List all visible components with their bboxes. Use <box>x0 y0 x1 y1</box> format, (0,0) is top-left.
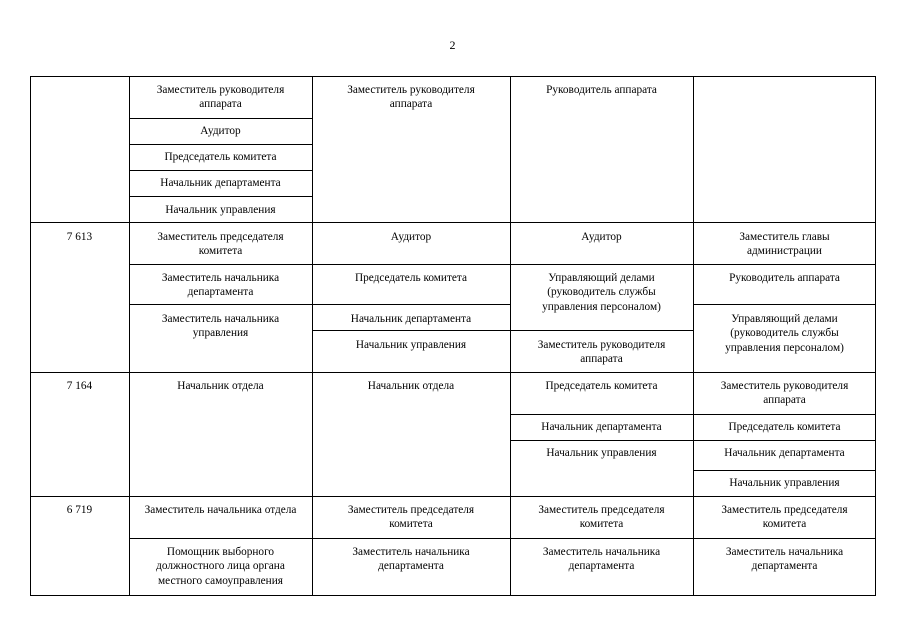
table-rule <box>30 372 876 373</box>
table-rule <box>30 496 876 497</box>
table-cell-r2-c5-a: Заместитель главы администрации <box>739 231 830 258</box>
staff-positions-table <box>30 76 876 596</box>
table-cell-r1-c2-a: Заместитель руководителя аппарата <box>156 84 285 111</box>
table-cell-r2-c1: 7 613 <box>66 231 93 243</box>
table-cell-r2-c2-b: Заместитель начальника департамента <box>161 272 280 299</box>
table-rule <box>510 330 693 331</box>
table-cell-r3-c4-a: Председатель комитета <box>545 380 658 392</box>
table-cell-r2-c2-a: Заместитель председателя комитета <box>157 231 284 258</box>
table-cell-r1-c2-c: Председатель комитета <box>164 151 277 163</box>
table-cell-r2-c3-c: Начальник департамента <box>350 313 472 325</box>
table-rule <box>510 440 693 441</box>
table-cell-r2-c3-d: Начальник управления <box>355 339 467 351</box>
table-cell-r2-c5-c: Управляющий делами (руководитель службы управления персоналом) <box>725 313 844 354</box>
table-cell-r3-c5-a: Заместитель руководителя аппарата <box>720 380 849 407</box>
table-cell-r2-c2-c: Заместитель начальника управления <box>161 313 280 340</box>
table-rule <box>129 264 312 265</box>
table-rule <box>129 170 312 171</box>
table-cell-r4-c5-b: Заместитель начальника департамента <box>725 546 844 573</box>
table-cell-r3-c2: Начальник отдела <box>177 380 264 392</box>
table-cell-r3-c5-c: Начальник департамента <box>724 447 845 459</box>
table-rule <box>312 330 510 331</box>
table-rule <box>510 414 693 415</box>
table-cell-r2-c3-a: Аудитор <box>390 231 432 243</box>
table-rule <box>693 264 876 265</box>
table-rule <box>693 304 876 305</box>
table-rule <box>693 440 876 441</box>
table-rule <box>30 595 876 596</box>
table-cell-r1-c2-d: Начальник департамента <box>160 177 281 189</box>
table-rule <box>693 414 876 415</box>
table-rule <box>30 76 876 77</box>
table-cell-r3-c4-c: Начальник управления <box>546 447 657 459</box>
table-cell-r4-c3-b: Заместитель начальника департамента <box>352 546 470 573</box>
table-cell-r4-c1: 6 719 <box>66 504 93 516</box>
table-cell-r1-c3: Заместитель руководителя аппарата <box>347 84 475 111</box>
table-cell-r2-c4-b: Управляющий делами (руководитель службы управления персоналом) <box>542 272 661 313</box>
table-cell-r3-c1: 7 164 <box>66 380 93 392</box>
table-cell-r1-c2-e: Начальник управления <box>165 204 276 216</box>
table-cell-r2-c5-b: Руководитель аппарата <box>729 272 840 284</box>
table-cell-r4-c4-a: Заместитель председателя комитета <box>538 504 665 531</box>
table-rule <box>312 304 510 305</box>
page-number: 2 <box>449 38 456 52</box>
table-cell-r3-c4-b: Начальник департамента <box>541 421 662 433</box>
table-rule <box>129 144 312 145</box>
table-cell-r4-c2-b: Помощник выборного должностного лица органа местного самоуправления <box>156 546 285 587</box>
table-rule <box>30 76 31 596</box>
table-cell-r2-c4-a: Аудитор <box>581 231 622 243</box>
table-cell-r4-c5-a: Заместитель председателя комитета <box>721 504 848 531</box>
table-cell-r1-c2-b: Аудитор <box>200 125 241 137</box>
table-rule <box>129 538 875 539</box>
table-cell-r3-c5-d: Начальник управления <box>729 477 840 489</box>
table-cell-r3-c5-b: Председатель комитета <box>728 421 841 433</box>
table-cell-r1-c4: Руководитель аппарата <box>546 84 657 96</box>
table-rule <box>129 196 312 197</box>
table-rule <box>129 304 312 305</box>
table-cell-r2-c3-b: Председатель комитета <box>354 272 468 284</box>
table-rule <box>693 470 876 471</box>
table-cell-r3-c3: Начальник отдела <box>367 380 455 392</box>
table-rule <box>30 222 876 223</box>
table-rule <box>129 118 312 119</box>
table-rule <box>312 264 510 265</box>
table-rule <box>510 264 693 265</box>
table-cell-r4-c3-a: Заместитель председателя комитета <box>347 504 475 531</box>
table-cell-r2-c4-c: Заместитель руководителя аппарата <box>537 339 666 366</box>
table-cell-r4-c2-a: Заместитель начальника отдела <box>144 504 297 516</box>
table-cell-r4-c4-b: Заместитель начальника департамента <box>542 546 661 573</box>
